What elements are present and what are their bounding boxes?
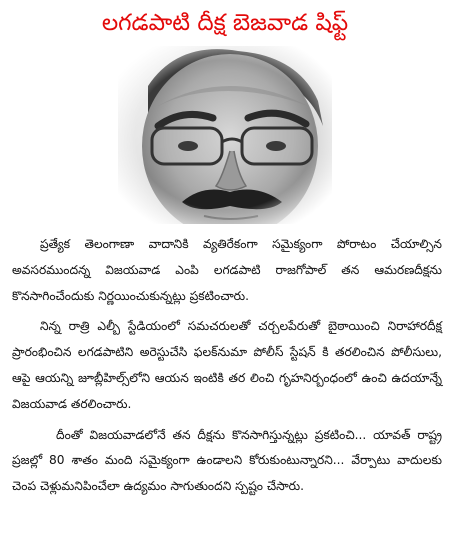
article-paragraph-1: ప్రత్యేక తెలంగాణా వాదానికి వ్యతిరేకంగా సమైక్యంగా పోరాటం చేయాల్సిన అవసరముందన్న విజయవాడ ఎంపి లగడపాటి రాజగోపాల్ తన ఆమరణదీక్షను కొనసాగించేందుకు నిర్ణయించుకున్నట్లు ప్రకటించారు. bbox=[12, 237, 442, 303]
article-body bbox=[12, 232, 442, 505]
news-photo bbox=[118, 46, 332, 224]
article-paragraph-2: నిన్న రాత్రి ఎల్బీ స్టేడియంలో సమచరులతో చర్చలపేరుతో బైఠాయించి నిరాహారదీక్ష ప్రారంభించిన లగడపాటిని అరెస్టుచేసి ఫలక్‌నుమా పోలీస్ స్టేషన్ కి తరలించిన పోలీసులు, ఆపై ఆయన్ని జూబ్లీహిల్స్‌లోని ఆయన ఇంటికి తర లించి గృహనిర్బంధంలో ఉంచి ఉదయాన్నే విజయవాడ తరలించారు. bbox=[12, 319, 442, 411]
headline: లగడపాటి దీక్ష బెజవాడ షిఫ్ట్ bbox=[101, 10, 349, 36]
article-paragraph-3: దీంతో విజయవాడలోనే తన దీక్షను కొనసాగిస్తున్నట్లు ప్రకటించి... యావత్ రాష్ట్ర ప్రజల్లో 80 శాతం మంది సమైక్యంగా ఉండాలని కోరుకుంటున్నారని... వేర్పాటు వాదులకు చెంప చెళ్లుమనిపించేలా ఉద్యమం సాగుతుందని స్పష్టం చేసారు. bbox=[12, 427, 442, 494]
